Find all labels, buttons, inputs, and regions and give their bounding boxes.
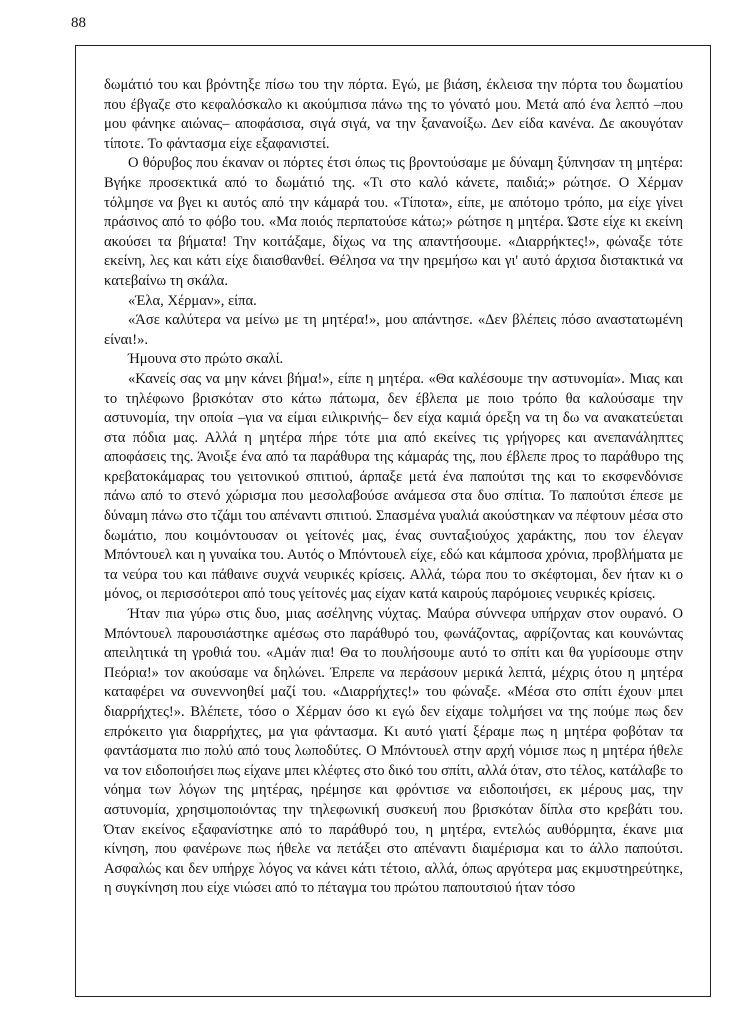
paragraph-1: δωμάτιό του και βρόντηξε πίσω του την πόρτα. Εγώ, με βιάση, έκλεισα την πόρτα του δωματίου που έβγαζε στο κεφαλόσκαλο κι ακούμπισα πάνω της το γόνατό μου. Μετά από ένα λεπτό –που μου φάνηκε αιώνας– αποφάσισα, σιγά σιγά, να την ξανανοίξω. Δεν είδα κανένα. Δε ακουγόταν τίποτε. Το φάντασμα είχε εξαφανιστεί.	[104, 77, 683, 152]
paragraph-4: «Άσε καλύτερα να μείνω με τη μητέρα!», μου απάντησε. «Δεν βλέπεις πόσο αναστατωμένη είναι!».	[104, 312, 683, 348]
paragraph-3: «Έλα, Χέρμαν», είπα.	[128, 292, 257, 309]
paragraph-2: Ο θόρυβος που έκαναν οι πόρτες έτσι όπως τις βροντούσαμε με δύναμη ξύπνησαν τη μητέρα: Βγήκε προσεκτικά από το δωμάτιό της. «Τι στο καλό κάνετε, παιδιά;» ρώτησε. Ο Χέρμαν τόλμησε να βγει κι αυτός από την κάμαρά του. «Τίποτα», είπε, με απότομο τρόπο, μα είχε γίνει πράσινος από το φόβο του. «Μα ποιός περπατούσε κάτω;» ρώτησε η μητέρα. Ώστε είχε κι εκείνη ακούσει τα βήματα! Την κοιτάξαμε, δίχως να της απαντήσουμε. «Διαρρήκτες!», φώναξε τότε εκείνη, λες και κάτι είχε διαισθανθεί. Θέλησα να την ηρεμήσω και γι' αυτό άρχισα διστακτικά να κατεβαίνω τη σκάλα.	[104, 155, 683, 289]
paragraph-7: Ήταν πια γύρω στις δυο, μιας ασέληνης νύχτας. Μαύρα σύννεφα υπήρχαν στον ουρανό. Ο Μπόντουελ παρουσιάστηκε αμέσως στο παράθυρό του, φωνάζοντας, αφρίζοντας και κουνώντας απειλητικά τη γροθιά του. «Αμάν πια! Θα το πουλήσουμε αυτό το σπίτι και θα γυρίσουμε στην Πεόρια!» τον ακούσαμε να δηλώνει. Έπρεπε να περάσουν μερικά λεπτά, μέχρις ότου η μητέρα καταφέρει να συνεννοηθεί μαζί του. «Διαρρήχτες!» του φώναξε. «Μέσα στο σπίτι έχουν μπει διαρρήχτες!». Βλέπετε, τόσο ο Χέρμαν όσο κι εγώ δεν είχαμε τολμήσει να της πούμε πως δεν επρόκειτο για διαρρήχτες, μα για φάντασμα. Κι αυτό γιατί ξέραμε πως η μητέρα φοβόταν τα φαντάσματα πιο πολύ από τους λωποδύτες. Ο Μπόντουελ στην αρχή νόμισε πως η μητέρα ήθελε να τον ειδοποιήσει πως είχανε μπει κλέφτες στο δικό του σπίτι, αλλά όταν, στο τέλος, κατάλαβε το νόημα των λόγων της μητέρας, ηρέμησε και φρόντισε να ειδοποιήσει, εκ μέρους μας, την αστυνομία, χρησιμοποιόντας την τηλεφωνική συσκευή που βρισκόταν δίπλα στο κρεβάτι του. Όταν εκείνος εξαφανίστηκε από το παράθυρό του, η μητέρα, εντελώς αυθόρμητα, έκανε μια κίνηση, που φανέρωνε πως ήθελε να πετάξει στο απέναντι διαμέρισμα και το άλλο παπούτσι. Ασφαλώς και δεν υπήρχε λόγος να κάνει κάτι τέτοιο, αλλά, όπως αργότερα μας εκμυστηρεύτηκε, η συγκίνηση που είχε νιώσει από το πέταγμα του πρώτου παπουτσιού ήταν τόσο	[104, 606, 683, 897]
text-frame	[75, 45, 711, 997]
paragraph-6: «Κανείς σας να μην κάνει βήμα!», είπε η μητέρα. «Θα καλέσουμε την αστυνομία». Μιας και το τηλέφωνο βρισκόταν στο κάτω πάτωμα, δεν έβλεπα με ποιο τρόπο θα καλούσαμε την αστυνομία, την οποία –για να είμαι ειλικρινής– δεν είχα καμιά όρεξη να τη δω να ανακατεύεται στα πόδια μας. Αλλά η μητέρα πήρε τότε μια από εκείνες τις γρήγορες και ανεπανάληπτες αποφάσεις της. Άνοιξε ένα από τα παράθυρα της κάμαράς της, που έβλεπε προς το παράθυρο της κρεβατοκάμαρας του γειτονικού σπιτιού, άρπαξε μετά ένα παπούτσι της και το εκσφενδόνισε πάνω από το στενό χώρισμα που μεσολαβούσε ανάμεσα στα δυο σπίτια. Το παπούτσι έπεσε με δύναμη πάνω στο τζάμι του απέναντι σπιτιού. Σπασμένα γυαλιά ακούστηκαν να πέφτουν μέσα στο δωμάτιο, που κοιμόντουσαν οι γείτονές μας, ένας συνταξιούχος χαράκτης, που τον έλεγαν Μπόντουελ και η γυναίκα του. Αυτός ο Μπόντουελ είχε, εδώ και κάμποσα χρόνια, προβλήματα με τα νεύρα του και πάθαινε συχνά νευρικές κρίσεις. Αλλά, τώρα που το σκέφτομαι, δεν ήταν κι ο μόνος, οι περισσότεροι από τους γείτονές μας είχαν κατά καιρούς παρόμοιες νευρικές κρίσεις.	[104, 370, 683, 603]
page-number: 88	[71, 15, 86, 31]
body-text	[104, 76, 683, 899]
paragraph-5: Ήμουνα στο πρώτο σκαλί.	[128, 351, 284, 368]
